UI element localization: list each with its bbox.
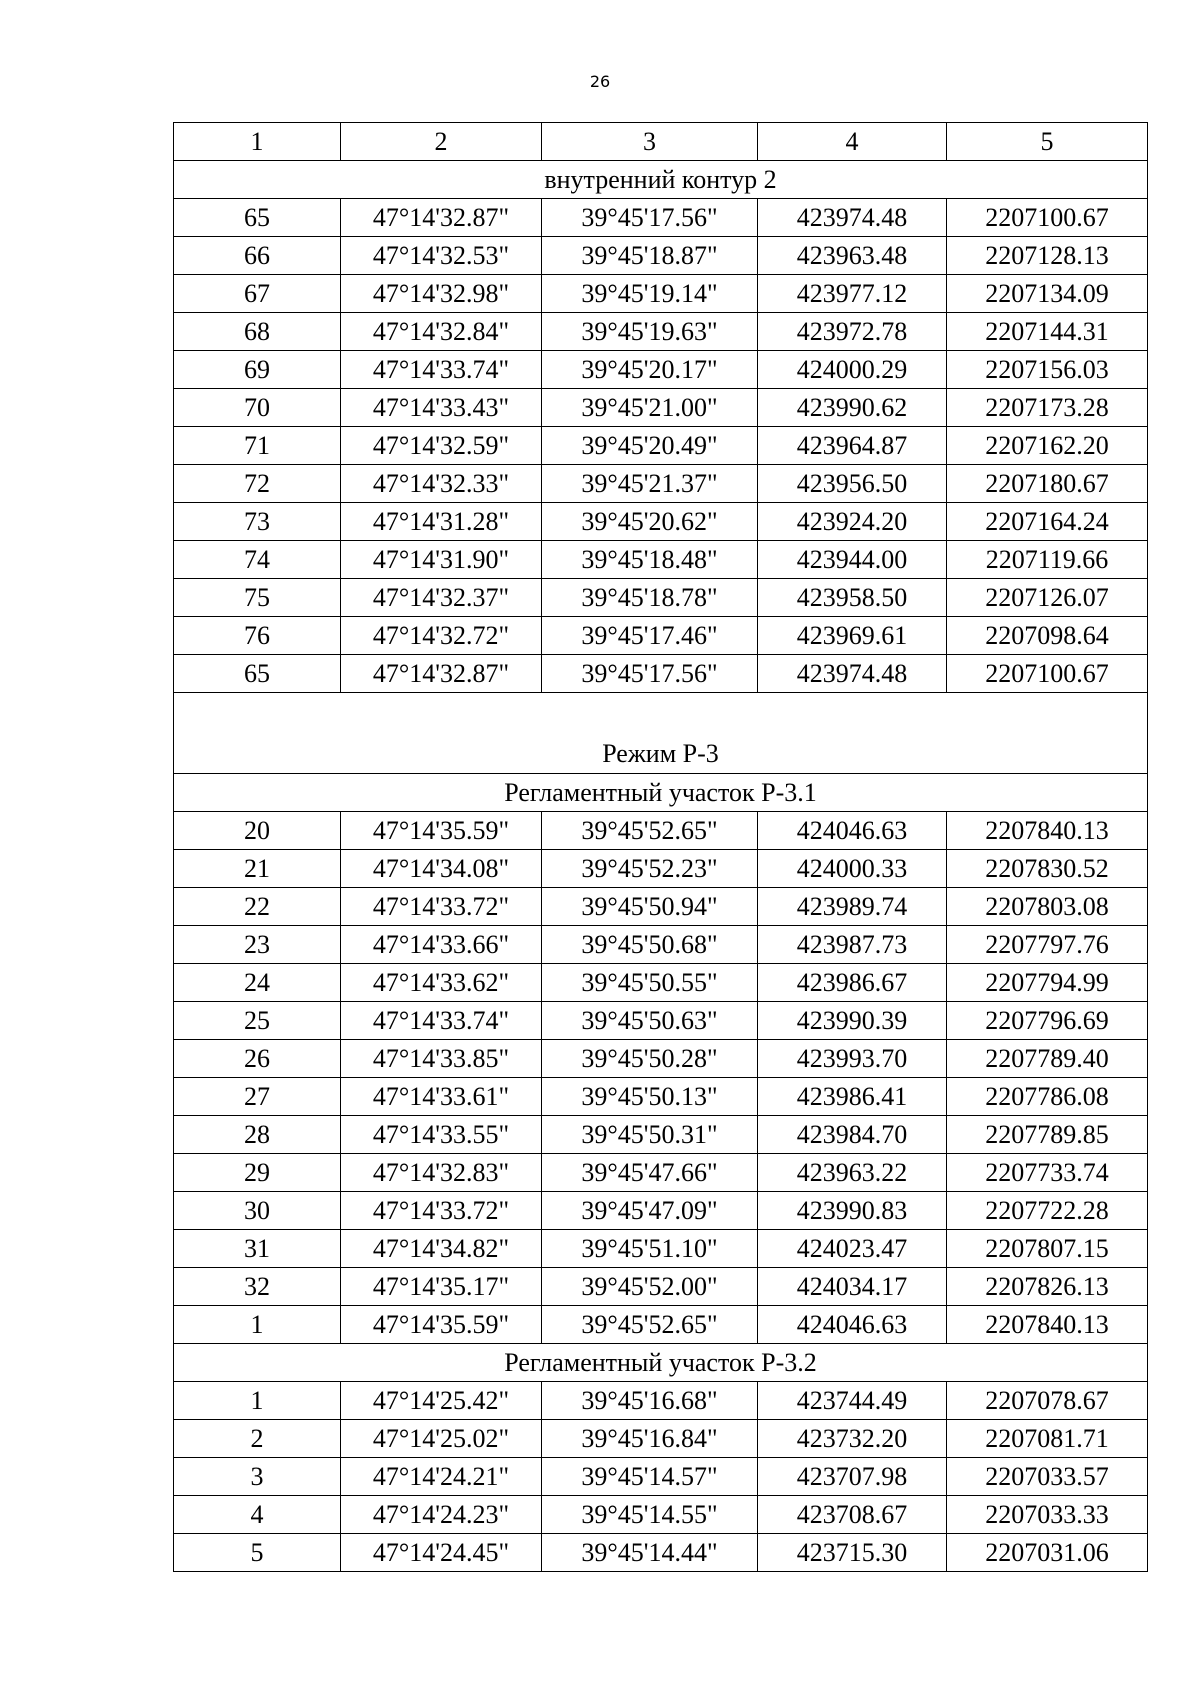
point-number-cell: 27 <box>174 1078 341 1116</box>
point-number-cell: 4 <box>174 1496 341 1534</box>
latitude-cell: 47°14'35.17" <box>341 1268 542 1306</box>
longitude-cell: 39°45'17.46" <box>542 617 758 655</box>
table-row <box>174 850 1148 888</box>
y-coordinate-cell: 2207081.71 <box>947 1420 1148 1458</box>
x-coordinate-cell: 423964.87 <box>758 427 947 465</box>
longitude-cell: 39°45'18.48" <box>542 541 758 579</box>
table-row <box>174 503 1148 541</box>
table-row <box>174 351 1148 389</box>
point-number-cell: 66 <box>174 237 341 275</box>
point-number-cell: 73 <box>174 503 341 541</box>
table-row <box>174 1496 1148 1534</box>
longitude-cell: 39°45'19.14" <box>542 275 758 313</box>
y-coordinate-cell: 2207119.66 <box>947 541 1148 579</box>
y-coordinate-cell: 2207134.09 <box>947 275 1148 313</box>
section-title: внутренний контур 2 <box>174 161 1148 199</box>
point-number-cell: 3 <box>174 1458 341 1496</box>
latitude-cell: 47°14'24.21" <box>341 1458 542 1496</box>
latitude-cell: 47°14'34.08" <box>341 850 542 888</box>
section-header-row <box>174 774 1148 812</box>
latitude-cell: 47°14'32.83" <box>341 1154 542 1192</box>
y-coordinate-cell: 2207078.67 <box>947 1382 1148 1420</box>
x-coordinate-cell: 423984.70 <box>758 1116 947 1154</box>
x-coordinate-cell: 423993.70 <box>758 1040 947 1078</box>
section-title: Режим Р-3 <box>174 693 1148 774</box>
y-coordinate-cell: 2207830.52 <box>947 850 1148 888</box>
latitude-cell: 47°14'34.82" <box>341 1230 542 1268</box>
point-number-cell: 71 <box>174 427 341 465</box>
y-coordinate-cell: 2207033.57 <box>947 1458 1148 1496</box>
table-row <box>174 1420 1148 1458</box>
table-row <box>174 1458 1148 1496</box>
y-coordinate-cell: 2207126.07 <box>947 579 1148 617</box>
x-coordinate-cell: 423707.98 <box>758 1458 947 1496</box>
point-number-cell: 2 <box>174 1420 341 1458</box>
table-row <box>174 541 1148 579</box>
x-coordinate-cell: 423986.41 <box>758 1078 947 1116</box>
table-row <box>174 465 1148 503</box>
x-coordinate-cell: 423956.50 <box>758 465 947 503</box>
latitude-cell: 47°14'32.84" <box>341 313 542 351</box>
longitude-cell: 39°45'14.55" <box>542 1496 758 1534</box>
longitude-cell: 39°45'18.78" <box>542 579 758 617</box>
point-number-cell: 72 <box>174 465 341 503</box>
y-coordinate-cell: 2207144.31 <box>947 313 1148 351</box>
longitude-cell: 39°45'50.55" <box>542 964 758 1002</box>
x-coordinate-cell: 423715.30 <box>758 1534 947 1572</box>
table-row <box>174 427 1148 465</box>
point-number-cell: 65 <box>174 655 341 693</box>
latitude-cell: 47°14'32.33" <box>341 465 542 503</box>
longitude-cell: 39°45'50.13" <box>542 1078 758 1116</box>
table-row <box>174 1268 1148 1306</box>
longitude-cell: 39°45'47.66" <box>542 1154 758 1192</box>
x-coordinate-cell: 423987.73 <box>758 926 947 964</box>
table-row <box>174 888 1148 926</box>
latitude-cell: 47°14'33.74" <box>341 351 542 389</box>
y-coordinate-cell: 2207786.08 <box>947 1078 1148 1116</box>
longitude-cell: 39°45'50.63" <box>542 1002 758 1040</box>
latitude-cell: 47°14'33.55" <box>341 1116 542 1154</box>
y-coordinate-cell: 2207173.28 <box>947 389 1148 427</box>
point-number-cell: 23 <box>174 926 341 964</box>
x-coordinate-cell: 423708.67 <box>758 1496 947 1534</box>
latitude-cell: 47°14'33.66" <box>341 926 542 964</box>
point-number-cell: 74 <box>174 541 341 579</box>
y-coordinate-cell: 2207156.03 <box>947 351 1148 389</box>
header-cell: 3 <box>542 123 758 161</box>
point-number-cell: 28 <box>174 1116 341 1154</box>
table-row <box>174 1306 1148 1344</box>
table-row <box>174 617 1148 655</box>
latitude-cell: 47°14'25.42" <box>341 1382 542 1420</box>
y-coordinate-cell: 2207180.67 <box>947 465 1148 503</box>
header-cell: 5 <box>947 123 1148 161</box>
longitude-cell: 39°45'47.09" <box>542 1192 758 1230</box>
y-coordinate-cell: 2207803.08 <box>947 888 1148 926</box>
point-number-cell: 31 <box>174 1230 341 1268</box>
x-coordinate-cell: 423990.39 <box>758 1002 947 1040</box>
point-number-cell: 26 <box>174 1040 341 1078</box>
x-coordinate-cell: 423986.67 <box>758 964 947 1002</box>
point-number-cell: 32 <box>174 1268 341 1306</box>
table-row <box>174 1154 1148 1192</box>
latitude-cell: 47°14'33.61" <box>341 1078 542 1116</box>
x-coordinate-cell: 423944.00 <box>758 541 947 579</box>
header-row <box>174 123 1148 161</box>
longitude-cell: 39°45'18.87" <box>542 237 758 275</box>
table-row <box>174 1040 1148 1078</box>
point-number-cell: 21 <box>174 850 341 888</box>
y-coordinate-cell: 2207033.33 <box>947 1496 1148 1534</box>
y-coordinate-cell: 2207098.64 <box>947 617 1148 655</box>
point-number-cell: 67 <box>174 275 341 313</box>
point-number-cell: 24 <box>174 964 341 1002</box>
point-number-cell: 70 <box>174 389 341 427</box>
coordinates-table <box>173 122 1148 1572</box>
x-coordinate-cell: 423969.61 <box>758 617 947 655</box>
table-row <box>174 1534 1148 1572</box>
table-row <box>174 237 1148 275</box>
table-row <box>174 655 1148 693</box>
latitude-cell: 47°14'32.37" <box>341 579 542 617</box>
longitude-cell: 39°45'52.00" <box>542 1268 758 1306</box>
point-number-cell: 75 <box>174 579 341 617</box>
y-coordinate-cell: 2207031.06 <box>947 1534 1148 1572</box>
table-row <box>174 199 1148 237</box>
table-row <box>174 313 1148 351</box>
longitude-cell: 39°45'50.68" <box>542 926 758 964</box>
y-coordinate-cell: 2207789.85 <box>947 1116 1148 1154</box>
latitude-cell: 47°14'33.43" <box>341 389 542 427</box>
section-header-row <box>174 1344 1148 1382</box>
y-coordinate-cell: 2207128.13 <box>947 237 1148 275</box>
y-coordinate-cell: 2207162.20 <box>947 427 1148 465</box>
longitude-cell: 39°45'20.49" <box>542 427 758 465</box>
latitude-cell: 47°14'25.02" <box>341 1420 542 1458</box>
x-coordinate-cell: 424046.63 <box>758 1306 947 1344</box>
y-coordinate-cell: 2207826.13 <box>947 1268 1148 1306</box>
longitude-cell: 39°45'52.23" <box>542 850 758 888</box>
table-row <box>174 926 1148 964</box>
x-coordinate-cell: 423963.22 <box>758 1154 947 1192</box>
header-cell: 1 <box>174 123 341 161</box>
latitude-cell: 47°14'35.59" <box>341 1306 542 1344</box>
x-coordinate-cell: 424034.17 <box>758 1268 947 1306</box>
latitude-cell: 47°14'24.23" <box>341 1496 542 1534</box>
page-number: 26 <box>589 72 611 91</box>
point-number-cell: 29 <box>174 1154 341 1192</box>
table-row <box>174 964 1148 1002</box>
latitude-cell: 47°14'32.72" <box>341 617 542 655</box>
point-number-cell: 76 <box>174 617 341 655</box>
table-row <box>174 812 1148 850</box>
x-coordinate-cell: 423990.62 <box>758 389 947 427</box>
point-number-cell: 30 <box>174 1192 341 1230</box>
y-coordinate-cell: 2207733.74 <box>947 1154 1148 1192</box>
table-row <box>174 1192 1148 1230</box>
point-number-cell: 65 <box>174 199 341 237</box>
header-cell: 2 <box>341 123 542 161</box>
table-row <box>174 1382 1148 1420</box>
longitude-cell: 39°45'50.31" <box>542 1116 758 1154</box>
longitude-cell: 39°45'21.00" <box>542 389 758 427</box>
latitude-cell: 47°14'24.45" <box>341 1534 542 1572</box>
longitude-cell: 39°45'14.57" <box>542 1458 758 1496</box>
y-coordinate-cell: 2207100.67 <box>947 199 1148 237</box>
latitude-cell: 47°14'33.62" <box>341 964 542 1002</box>
x-coordinate-cell: 423958.50 <box>758 579 947 617</box>
point-number-cell: 5 <box>174 1534 341 1572</box>
x-coordinate-cell: 424000.33 <box>758 850 947 888</box>
table-row <box>174 1116 1148 1154</box>
x-coordinate-cell: 423974.48 <box>758 199 947 237</box>
latitude-cell: 47°14'31.28" <box>341 503 542 541</box>
header-cell: 4 <box>758 123 947 161</box>
point-number-cell: 69 <box>174 351 341 389</box>
latitude-cell: 47°14'33.72" <box>341 888 542 926</box>
x-coordinate-cell: 423977.12 <box>758 275 947 313</box>
point-number-cell: 25 <box>174 1002 341 1040</box>
x-coordinate-cell: 423732.20 <box>758 1420 947 1458</box>
longitude-cell: 39°45'17.56" <box>542 655 758 693</box>
x-coordinate-cell: 423744.49 <box>758 1382 947 1420</box>
y-coordinate-cell: 2207722.28 <box>947 1192 1148 1230</box>
point-number-cell: 68 <box>174 313 341 351</box>
y-coordinate-cell: 2207789.40 <box>947 1040 1148 1078</box>
longitude-cell: 39°45'19.63" <box>542 313 758 351</box>
table-body <box>174 123 1148 1572</box>
latitude-cell: 47°14'32.87" <box>341 199 542 237</box>
x-coordinate-cell: 423989.74 <box>758 888 947 926</box>
y-coordinate-cell: 2207840.13 <box>947 1306 1148 1344</box>
x-coordinate-cell: 423974.48 <box>758 655 947 693</box>
y-coordinate-cell: 2207796.69 <box>947 1002 1148 1040</box>
section-header-row <box>174 161 1148 199</box>
latitude-cell: 47°14'32.98" <box>341 275 542 313</box>
longitude-cell: 39°45'14.44" <box>542 1534 758 1572</box>
latitude-cell: 47°14'33.85" <box>341 1040 542 1078</box>
y-coordinate-cell: 2207164.24 <box>947 503 1148 541</box>
x-coordinate-cell: 423990.83 <box>758 1192 947 1230</box>
point-number-cell: 22 <box>174 888 341 926</box>
point-number-cell: 1 <box>174 1306 341 1344</box>
longitude-cell: 39°45'50.28" <box>542 1040 758 1078</box>
x-coordinate-cell: 423972.78 <box>758 313 947 351</box>
y-coordinate-cell: 2207794.99 <box>947 964 1148 1002</box>
table-row <box>174 1230 1148 1268</box>
table-row <box>174 579 1148 617</box>
x-coordinate-cell: 423924.20 <box>758 503 947 541</box>
latitude-cell: 47°14'33.74" <box>341 1002 542 1040</box>
longitude-cell: 39°45'50.94" <box>542 888 758 926</box>
longitude-cell: 39°45'21.37" <box>542 465 758 503</box>
point-number-cell: 20 <box>174 812 341 850</box>
longitude-cell: 39°45'17.56" <box>542 199 758 237</box>
longitude-cell: 39°45'16.68" <box>542 1382 758 1420</box>
table-row <box>174 275 1148 313</box>
longitude-cell: 39°45'52.65" <box>542 1306 758 1344</box>
latitude-cell: 47°14'32.87" <box>341 655 542 693</box>
x-coordinate-cell: 423963.48 <box>758 237 947 275</box>
y-coordinate-cell: 2207840.13 <box>947 812 1148 850</box>
y-coordinate-cell: 2207807.15 <box>947 1230 1148 1268</box>
table-row <box>174 1002 1148 1040</box>
y-coordinate-cell: 2207100.67 <box>947 655 1148 693</box>
longitude-cell: 39°45'52.65" <box>542 812 758 850</box>
latitude-cell: 47°14'33.72" <box>341 1192 542 1230</box>
longitude-cell: 39°45'16.84" <box>542 1420 758 1458</box>
section-title: Регламентный участок Р-3.1 <box>174 774 1148 812</box>
x-coordinate-cell: 424046.63 <box>758 812 947 850</box>
section-header-row <box>174 693 1148 774</box>
latitude-cell: 47°14'35.59" <box>341 812 542 850</box>
point-number-cell: 1 <box>174 1382 341 1420</box>
longitude-cell: 39°45'20.17" <box>542 351 758 389</box>
latitude-cell: 47°14'32.59" <box>341 427 542 465</box>
x-coordinate-cell: 424000.29 <box>758 351 947 389</box>
x-coordinate-cell: 424023.47 <box>758 1230 947 1268</box>
section-title: Регламентный участок Р-3.2 <box>174 1344 1148 1382</box>
longitude-cell: 39°45'51.10" <box>542 1230 758 1268</box>
latitude-cell: 47°14'31.90" <box>341 541 542 579</box>
table-row <box>174 389 1148 427</box>
table-row <box>174 1078 1148 1116</box>
latitude-cell: 47°14'32.53" <box>341 237 542 275</box>
longitude-cell: 39°45'20.62" <box>542 503 758 541</box>
y-coordinate-cell: 2207797.76 <box>947 926 1148 964</box>
